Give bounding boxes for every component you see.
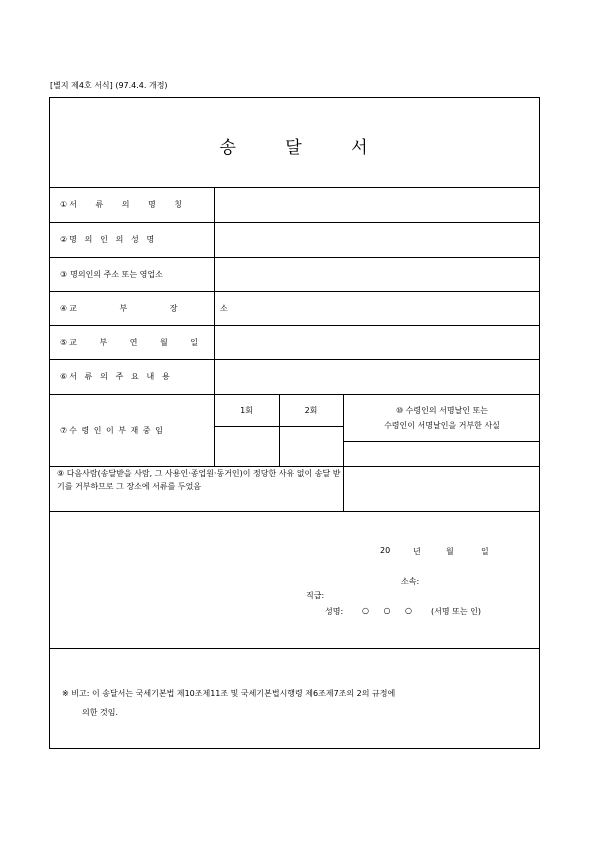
affiliation-label: 소속: xyxy=(401,577,420,586)
divider xyxy=(214,187,215,466)
field-label-document-content: ⑥ 서 류 의 주 요 내 용 xyxy=(60,372,172,381)
service-report-form xyxy=(49,97,540,749)
field-label-delivery-date: ⑤ 교 부 연 월 일 xyxy=(60,337,198,347)
date-year-unit: 년 xyxy=(413,547,421,556)
remark-note: ※ 비고: 이 송달서는 국세기본법 제10조제11조 및 국세기본법시행령 제6조제7조의 2의 규정에 의한 것임. xyxy=(62,689,396,717)
sign-or-seal-note: (서명 또는 인) xyxy=(431,607,481,616)
divider xyxy=(50,511,539,512)
circled-number: ⑤ xyxy=(60,337,68,347)
recipient-signature-note: ⑩ 수령인의 서명날인 또는 수령인이 서명날인을 거부한 사실 xyxy=(384,406,500,430)
form-title: 송 달 서 xyxy=(219,138,370,158)
name-label: 성명: xyxy=(325,607,344,616)
field-label-holder-name: ② 명 의 인 의 성 명 xyxy=(60,235,157,244)
absence-second-visit-header: 2회 xyxy=(304,406,318,415)
date-month-unit: 월 xyxy=(446,547,454,556)
field-label-delivery-place: ④ 교 부 장 소 xyxy=(60,303,228,313)
circled-number: ⑩ xyxy=(395,406,404,415)
divider xyxy=(50,648,539,649)
circled-number: ⑨ xyxy=(57,469,65,478)
field-label-document-name: ① 서 류 의 명 칭 xyxy=(60,200,190,209)
circled-number: ⑦ xyxy=(60,425,68,435)
field-label-recipient-absent: ⑦ 수 령 인 이 부 재 중 임 xyxy=(60,425,164,435)
circled-number: ① xyxy=(60,200,68,209)
circled-number: ⑥ xyxy=(60,372,68,381)
divider xyxy=(343,394,344,511)
date-year: 20 xyxy=(380,546,391,555)
name-placeholder: ○ ○ ○ xyxy=(362,606,413,615)
form-header-note: [별지 제4호 서식] (97.4.4. 개정) xyxy=(50,81,168,90)
circled-number: ④ xyxy=(60,303,68,313)
circled-number: ② xyxy=(60,235,68,244)
divider xyxy=(343,441,539,442)
left-document-note: ⑨ 다음사람(송달받을 사람, 그 사용인·종업원·동거인)이 정당한 사유 없이 송달 받기를 거부하므로 그 장소에 서류를 두었음 xyxy=(57,469,341,491)
rank-label: 직급: xyxy=(306,591,325,600)
absence-first-visit-header: 1회 xyxy=(240,406,253,415)
date-day-unit: 일 xyxy=(481,547,489,556)
field-label-holder-address: ③ 명의인의 주소 또는 영업소 xyxy=(60,269,163,279)
circled-number: ③ xyxy=(60,269,68,279)
